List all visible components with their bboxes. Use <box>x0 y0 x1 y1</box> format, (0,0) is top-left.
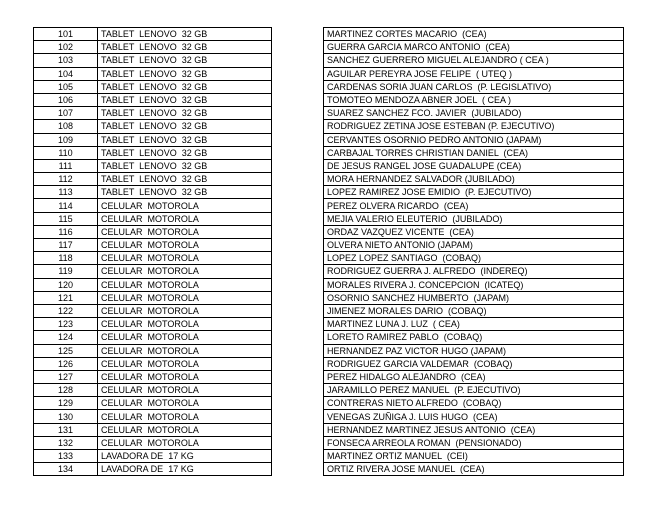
table-body <box>34 28 624 476</box>
recipient-cell: RODRIGUEZ ZETINA JOSE ESTEBAN (P. EJECUTIVO) <box>324 120 624 133</box>
spacer-cell <box>272 41 324 54</box>
row-number-cell: 106 <box>34 93 98 106</box>
item-cell: TABLET LENOVO 32 GB <box>98 80 272 93</box>
item-cell: TABLET LENOVO 32 GB <box>98 107 272 120</box>
table-row <box>34 397 624 410</box>
table-row <box>34 265 624 278</box>
item-cell: CELULAR MOTOROLA <box>98 318 272 331</box>
row-number-cell: 123 <box>34 318 98 331</box>
spacer-cell <box>272 423 324 436</box>
recipient-cell: RODRIGUEZ GARCIA VALDEMAR (COBAQ) <box>324 357 624 370</box>
item-cell: CELULAR MOTOROLA <box>98 265 272 278</box>
recipient-cell: MORA HERNANDEZ SALVADOR (JUBILADO) <box>324 173 624 186</box>
recipient-cell: OSORNIO SANCHEZ HUMBERTO (JAPAM) <box>324 291 624 304</box>
table-row <box>34 252 624 265</box>
item-cell: TABLET LENOVO 32 GB <box>98 159 272 172</box>
recipient-cell: PEREZ OLVERA RICARDO (CEA) <box>324 199 624 212</box>
spacer-cell <box>272 410 324 423</box>
recipient-cell: MORALES RIVERA J. CONCEPCION (ICATEQ) <box>324 278 624 291</box>
row-number-cell: 114 <box>34 199 98 212</box>
recipient-cell: LOPEZ LOPEZ SANTIAGO (COBAQ) <box>324 252 624 265</box>
table-row <box>34 318 624 331</box>
spacer-cell <box>272 344 324 357</box>
row-number-cell: 107 <box>34 107 98 120</box>
recipient-cell: ORDAZ VAZQUEZ VICENTE (CEA) <box>324 225 624 238</box>
table-row <box>34 331 624 344</box>
row-number-cell: 131 <box>34 423 98 436</box>
table-row <box>34 450 624 463</box>
item-cell: CELULAR MOTOROLA <box>98 225 272 238</box>
spacer-cell <box>272 67 324 80</box>
item-cell: CELULAR MOTOROLA <box>98 252 272 265</box>
table-row <box>34 239 624 252</box>
row-number-cell: 122 <box>34 304 98 317</box>
row-number-cell: 115 <box>34 212 98 225</box>
table-row <box>34 28 624 41</box>
item-cell: CELULAR MOTOROLA <box>98 423 272 436</box>
item-cell: CELULAR MOTOROLA <box>98 357 272 370</box>
spacer-cell <box>272 318 324 331</box>
recipient-cell: CARBAJAL TORRES CHRISTIAN DANIEL (CEA) <box>324 146 624 159</box>
spacer-cell <box>272 239 324 252</box>
recipient-cell: JIMENEZ MORALES DARIO (COBAQ) <box>324 304 624 317</box>
item-cell: CELULAR MOTOROLA <box>98 397 272 410</box>
spacer-cell <box>272 463 324 476</box>
row-number-cell: 101 <box>34 28 98 41</box>
row-number-cell: 109 <box>34 133 98 146</box>
spacer-cell <box>272 93 324 106</box>
row-number-cell: 121 <box>34 291 98 304</box>
item-cell: TABLET LENOVO 32 GB <box>98 67 272 80</box>
table-row <box>34 173 624 186</box>
table-row <box>34 278 624 291</box>
spacer-cell <box>272 370 324 383</box>
spacer-cell <box>272 173 324 186</box>
recipient-cell: ORTIZ RIVERA JOSE MANUEL (CEA) <box>324 463 624 476</box>
row-number-cell: 105 <box>34 80 98 93</box>
item-cell: CELULAR MOTOROLA <box>98 331 272 344</box>
spacer-cell <box>272 304 324 317</box>
table-row <box>34 120 624 133</box>
recipient-cell: MEJIA VALERIO ELEUTERIO (JUBILADO) <box>324 212 624 225</box>
item-cell: LAVADORA DE 17 KG <box>98 450 272 463</box>
table-row <box>34 423 624 436</box>
table-row <box>34 133 624 146</box>
spacer-cell <box>272 199 324 212</box>
spacer-cell <box>272 159 324 172</box>
item-cell: CELULAR MOTOROLA <box>98 384 272 397</box>
spacer-cell <box>272 331 324 344</box>
table-row <box>34 436 624 449</box>
spacer-cell <box>272 291 324 304</box>
row-number-cell: 113 <box>34 186 98 199</box>
spacer-cell <box>272 252 324 265</box>
recipient-cell: SUAREZ SANCHEZ FCO. JAVIER (JUBILADO) <box>324 107 624 120</box>
recipient-cell: JARAMILLO PEREZ MANUEL (P. EJECUTIVO) <box>324 384 624 397</box>
item-cell: TABLET LENOVO 32 GB <box>98 133 272 146</box>
recipient-cell: HERNANDEZ MARTINEZ JESUS ANTONIO (CEA) <box>324 423 624 436</box>
item-cell: TABLET LENOVO 32 GB <box>98 41 272 54</box>
recipient-cell: VENEGAS ZUÑIGA J. LUIS HUGO (CEA) <box>324 410 624 423</box>
row-number-cell: 133 <box>34 450 98 463</box>
spacer-cell <box>272 357 324 370</box>
spacer-cell <box>272 397 324 410</box>
recipient-cell: TOMOTEO MENDOZA ABNER JOEL ( CEA ) <box>324 93 624 106</box>
spacer-cell <box>272 120 324 133</box>
table-row <box>34 291 624 304</box>
row-number-cell: 134 <box>34 463 98 476</box>
row-number-cell: 103 <box>34 54 98 67</box>
recipient-cell: CARDENAS SORIA JUAN CARLOS (P. LEGISLATIVO) <box>324 80 624 93</box>
item-cell: TABLET LENOVO 32 GB <box>98 93 272 106</box>
row-number-cell: 108 <box>34 120 98 133</box>
recipient-cell: FONSECA ARREOLA ROMAN (PENSIONADO) <box>324 436 624 449</box>
recipient-cell: LOPEZ RAMIREZ JOSE EMIDIO (P. EJECUTIVO) <box>324 186 624 199</box>
spacer-cell <box>272 278 324 291</box>
item-cell: TABLET LENOVO 32 GB <box>98 54 272 67</box>
item-cell: CELULAR MOTOROLA <box>98 304 272 317</box>
item-cell: CELULAR MOTOROLA <box>98 370 272 383</box>
row-number-cell: 117 <box>34 239 98 252</box>
spacer-cell <box>272 146 324 159</box>
row-number-cell: 119 <box>34 265 98 278</box>
row-number-cell: 120 <box>34 278 98 291</box>
row-number-cell: 129 <box>34 397 98 410</box>
table-row <box>34 225 624 238</box>
table-row <box>34 186 624 199</box>
item-cell: TABLET LENOVO 32 GB <box>98 146 272 159</box>
spacer-cell <box>272 133 324 146</box>
row-number-cell: 125 <box>34 344 98 357</box>
row-number-cell: 118 <box>34 252 98 265</box>
recipient-cell: RODRIGUEZ GUERRA J. ALFREDO (INDEREQ) <box>324 265 624 278</box>
winners-table <box>33 27 624 476</box>
spacer-cell <box>272 384 324 397</box>
table-row <box>34 93 624 106</box>
spacer-cell <box>272 80 324 93</box>
row-number-cell: 130 <box>34 410 98 423</box>
table-row <box>34 107 624 120</box>
row-number-cell: 128 <box>34 384 98 397</box>
table-row <box>34 304 624 317</box>
recipient-cell: OLVERA NIETO ANTONIO (JAPAM) <box>324 239 624 252</box>
item-cell: TABLET LENOVO 32 GB <box>98 186 272 199</box>
row-number-cell: 111 <box>34 159 98 172</box>
item-cell: CELULAR MOTOROLA <box>98 410 272 423</box>
spacer-cell <box>272 212 324 225</box>
recipient-cell: MARTINEZ CORTES MACARIO (CEA) <box>324 28 624 41</box>
spacer-cell <box>272 186 324 199</box>
item-cell: CELULAR MOTOROLA <box>98 436 272 449</box>
recipient-cell: HERNANDEZ PAZ VICTOR HUGO (JAPAM) <box>324 344 624 357</box>
recipient-cell: AGUILAR PEREYRA JOSE FELIPE ( UTEQ ) <box>324 67 624 80</box>
table-row <box>34 41 624 54</box>
row-number-cell: 112 <box>34 173 98 186</box>
item-cell: CELULAR MOTOROLA <box>98 199 272 212</box>
table-row <box>34 80 624 93</box>
item-cell: TABLET LENOVO 32 GB <box>98 173 272 186</box>
table-row <box>34 159 624 172</box>
spacer-cell <box>272 450 324 463</box>
recipient-cell: SANCHEZ GUERRERO MIGUEL ALEJANDRO ( CEA ) <box>324 54 624 67</box>
table-row <box>34 370 624 383</box>
item-cell: LAVADORA DE 17 KG <box>98 463 272 476</box>
item-cell: CELULAR MOTOROLA <box>98 291 272 304</box>
recipient-cell: CERVANTES OSORNIO PEDRO ANTONIO (JAPAM) <box>324 133 624 146</box>
row-number-cell: 102 <box>34 41 98 54</box>
recipient-cell: PEREZ HIDALGO ALEJANDRO (CEA) <box>324 370 624 383</box>
row-number-cell: 124 <box>34 331 98 344</box>
spacer-cell <box>272 436 324 449</box>
item-cell: TABLET LENOVO 32 GB <box>98 120 272 133</box>
row-number-cell: 127 <box>34 370 98 383</box>
spacer-cell <box>272 107 324 120</box>
row-number-cell: 126 <box>34 357 98 370</box>
table-row <box>34 67 624 80</box>
spacer-cell <box>272 28 324 41</box>
spacer-cell <box>272 225 324 238</box>
table-row <box>34 357 624 370</box>
item-cell: CELULAR MOTOROLA <box>98 239 272 252</box>
recipient-cell: CONTRERAS NIETO ALFREDO (COBAQ) <box>324 397 624 410</box>
recipient-cell: GUERRA GARCIA MARCO ANTONIO (CEA) <box>324 41 624 54</box>
recipient-cell: MARTINEZ ORTIZ MANUEL (CEI) <box>324 450 624 463</box>
table-row <box>34 344 624 357</box>
table-row <box>34 384 624 397</box>
recipient-cell: LORETO RAMIREZ PABLO (COBAQ) <box>324 331 624 344</box>
table-row <box>34 212 624 225</box>
item-cell: TABLET LENOVO 32 GB <box>98 28 272 41</box>
row-number-cell: 116 <box>34 225 98 238</box>
row-number-cell: 110 <box>34 146 98 159</box>
spacer-cell <box>272 265 324 278</box>
row-number-cell: 104 <box>34 67 98 80</box>
recipient-cell: MARTINEZ LUNA J. LUZ ( CEA) <box>324 318 624 331</box>
spacer-cell <box>272 54 324 67</box>
row-number-cell: 132 <box>34 436 98 449</box>
table-row <box>34 463 624 476</box>
table-row <box>34 199 624 212</box>
table-row <box>34 54 624 67</box>
item-cell: CELULAR MOTOROLA <box>98 212 272 225</box>
table-row <box>34 410 624 423</box>
table-row <box>34 146 624 159</box>
recipient-cell: DE JESUS RANGEL JOSE GUADALUPE (CEA) <box>324 159 624 172</box>
item-cell: CELULAR MOTOROLA <box>98 278 272 291</box>
item-cell: CELULAR MOTOROLA <box>98 344 272 357</box>
